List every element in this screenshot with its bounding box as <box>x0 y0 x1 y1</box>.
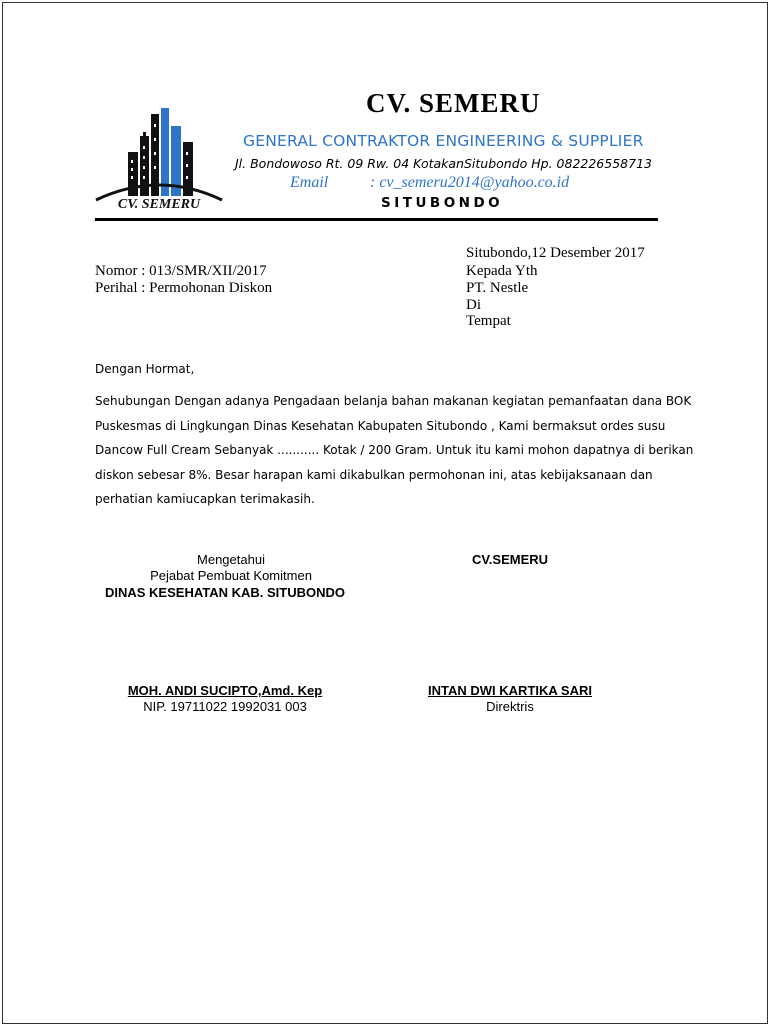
sig-left-agency: DINAS KESEHATAN KAB. SITUBONDO <box>104 585 346 600</box>
sig-right-name: INTAN DWI KARTIKA SARI <box>428 683 592 698</box>
company-email <box>290 174 569 192</box>
email-value: : cv_semeru2014@yahoo.co.id <box>370 174 570 191</box>
letter-date: Situbondo,12 Desember 2017 <box>466 245 645 261</box>
sig-left-nip: NIP. 19711022 1992031 003 <box>143 699 307 714</box>
company-address: Jl. Bondowoso Rt. 09 Rw. 04 KotakanSitubondo Hp. 082226558713 <box>235 156 652 171</box>
paragraph-line: Dancow Full Cream Sebanyak ........... Kotak / 200 Gram. Untuk itu kami mohon dapatnya di berikan <box>95 443 694 457</box>
sig-right-title: Direktris <box>486 699 534 714</box>
paragraph-line: Sehubungan Dengan adanya Pengadaan belanja bahan makanan kegiatan pemanfaatan dana BOK <box>95 394 692 408</box>
recipient-line: Di <box>466 297 481 313</box>
letterhead-divider <box>95 218 658 221</box>
email-label: Email <box>290 174 329 191</box>
greeting: Dengan Hormat, <box>95 362 195 376</box>
company-logo <box>94 108 224 212</box>
body-paragraph <box>95 389 694 512</box>
recipient-line: Kepada Yth <box>466 263 538 279</box>
letter-number: Nomor : 013/SMR/XII/2017 <box>95 263 267 279</box>
sig-left-name: MOH. ANDI SUCIPTO,Amd. Kep <box>127 683 323 698</box>
logo-text: CV. SEMERU <box>117 197 201 212</box>
company-tagline: GENERAL CONTRAKTOR ENGINEERING & SUPPLIER <box>243 132 644 150</box>
sig-left-acknowledge: Mengetahui <box>197 552 265 567</box>
company-city: SITUBONDO <box>381 195 504 211</box>
recipient-line: Tempat <box>466 313 511 329</box>
recipient-line: PT. Nestle <box>466 280 529 296</box>
sig-right-org: CV.SEMERU <box>471 552 549 567</box>
sig-left-position: Pejabat Pembuat Komitmen <box>150 568 312 583</box>
paragraph-line: diskon sebesar 8%. Besar harapan kami dikabulkan permohonan ini, atas kebijaksanaan dan <box>95 467 653 482</box>
paragraph-line: Puskesmas di Lingkungan Dinas Kesehatan Kabupaten Situbondo , Kami bermaksut ordes susu <box>95 418 666 433</box>
company-name: CV. SEMERU <box>366 88 541 118</box>
letter-subject: Perihal : Permohonan Diskon <box>95 280 273 296</box>
paragraph-line: perhatian kamiucapkan terimakasih. <box>95 492 315 506</box>
